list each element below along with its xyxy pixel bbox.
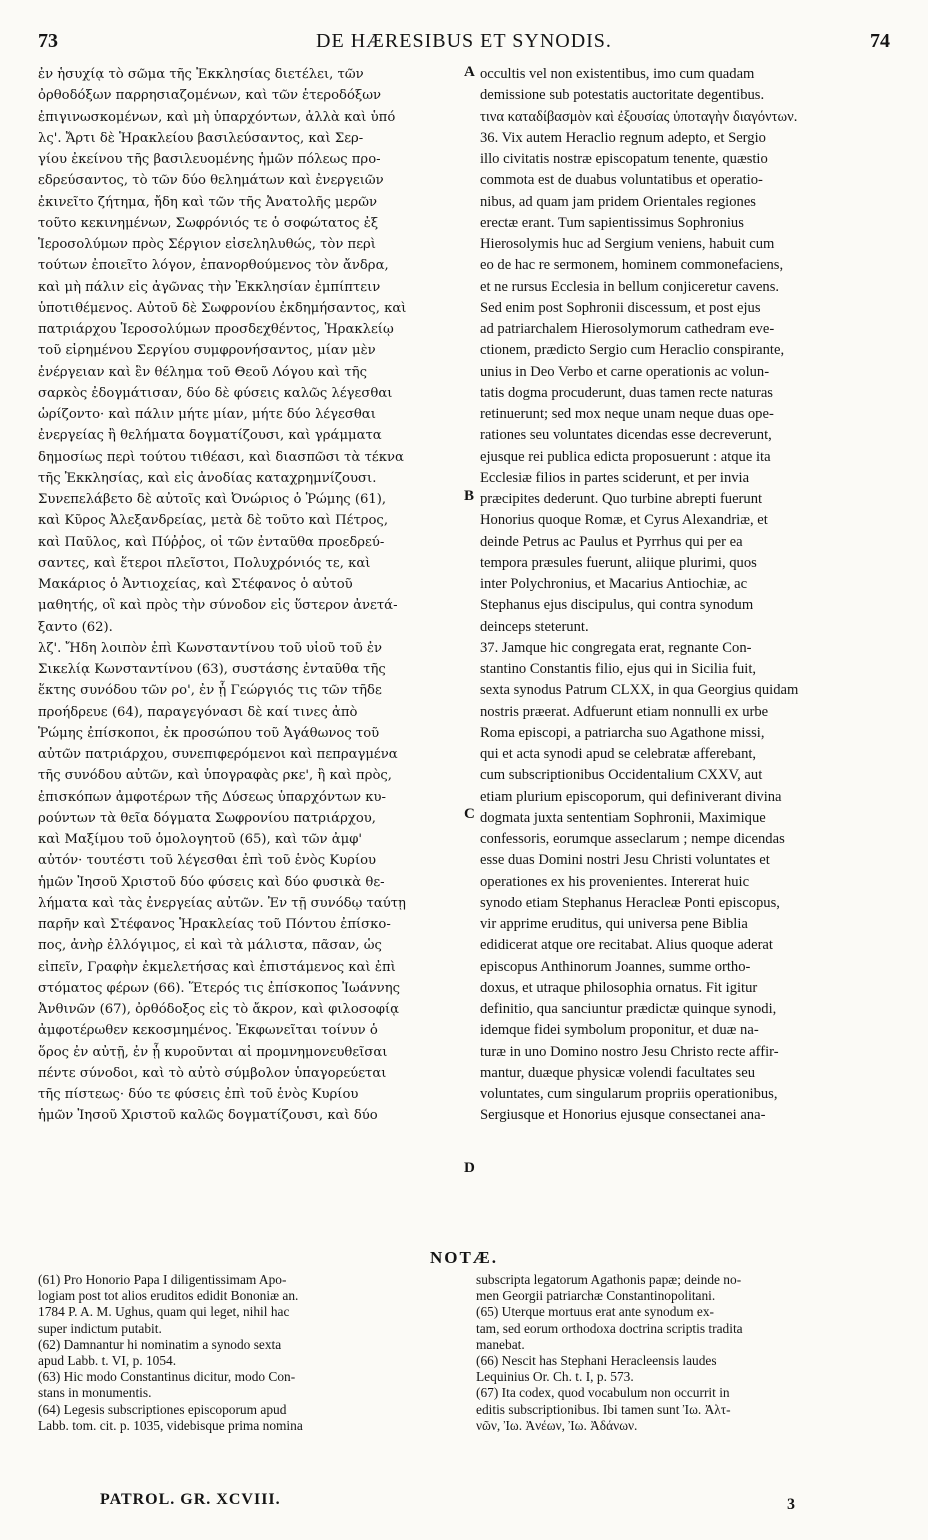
latin-text-line: unius in Deo Verbo et carne operationis ac volun- (480, 363, 770, 380)
footnote-line: (63) Hic modo Constantinus dicitur, modo Con- (38, 1369, 296, 1385)
margin-letter-a: A (464, 64, 475, 80)
latin-text-line: Hierosolymis huc ad Sergium veniens, habuit cum (480, 236, 775, 252)
greek-text-line: εἰπεῖν, Γραφὴν ἐκμελετήσας καὶ ἐπιστάμενος καὶ ἐπὶ (38, 959, 396, 975)
latin-text-line: tempora præsules fuerunt, aliique plurimi, quos (480, 554, 757, 571)
greek-text-line: Ἱεροσολύμων πρὸς Σέργιον εἰσεληλυθώς, τὸν περὶ (38, 237, 376, 252)
latin-text-line: Sed enim post Sophronii discessum, et post ejus (480, 299, 761, 316)
footnote-line: manebat. (476, 1336, 525, 1352)
running-header (38, 30, 890, 56)
greek-text-line: τούτων ἐποιεῖτο λόγον, ἐπανορθούμενος τὸν ἄνδρα, (38, 258, 389, 274)
greek-text-line: ἐνέργειαν καὶ ἓν θέλημα τοῦ Θεοῦ Λόγου καὶ τῆς (38, 364, 367, 380)
notes-left-column (38, 1272, 456, 1434)
footnote-line: (62) Damnantur hi nominatim a synodo sexta (38, 1336, 282, 1352)
latin-text-line: deinceps steterunt. (480, 618, 589, 635)
latin-text-line: Stephanus ejus discipulus, qui contra synodum (480, 597, 754, 614)
greek-text-line: Συνεπελάβετο δὲ αὐτοῖς καὶ Ὀνώριος ὁ Ῥώμης (61), (38, 492, 387, 507)
footnote-line: apud Labb. t. VI, p. 1054. (38, 1352, 177, 1368)
greek-text-line: εδρεύσαντος, τὸ τῶν δύο θελημάτων καὶ ἐνεργειῶν (38, 173, 384, 189)
latin-column (480, 64, 892, 1127)
greek-text-line: ἐκινεῖτο ζήτημα, ἤδη καὶ τῶν τῆς Ἀνατολῆς μερῶν (38, 194, 377, 210)
latin-text-line: ctionem, prædicto Sergio cum Heraclio conspirante, (480, 342, 785, 359)
footnote-line: (65) Uterque mortuus erat ante synodum ex- (476, 1304, 714, 1320)
latin-text-line: Sergiusque et Honorius ejusque consectanei ana- (480, 1107, 766, 1124)
latin-text-line: sexta synodus Patrum CLXX, in qua Georgius quidam (480, 682, 799, 699)
latin-text-line: deinde Petrus ac Paulus et Pyrrhus qui per ea (480, 533, 743, 550)
latin-text-line: nibus, ad quam jam pridem Orientales regiones (480, 193, 756, 210)
latin-text-line: mantur, duæque physicæ volendi facultates seu (480, 1064, 756, 1081)
greek-text-line: ἕκτης συνόδου τῶν ρο', ἐν ᾗ Γεώργιός τις τῶν τῆδε (38, 683, 382, 699)
greek-text-line: ὑποτιθέμενος. Αὐτοῦ δὲ Σωφρονίου ἐκδημήσαντος, καὶ (38, 300, 407, 316)
footer-sheet-number: 3 (787, 1496, 795, 1513)
greek-text-line: προήδρευε (64), παραγεγόνασι δὲ καί τινες ἀπὸ (38, 704, 358, 720)
greek-text-line: τοῦ εἰρημένου Σεργίου συμφρονήσαντος, μίαν μὲν (38, 343, 376, 359)
greek-text-line: καὶ μὴ πάλιν εἰς ἀγῶνας τὴν Ἐκκλησίαν ἐμπίπτειν (38, 279, 381, 295)
latin-text-line: confessoris, eorumque asseclarum ; nempe dicendas (480, 831, 785, 847)
latin-text-line: retinuerunt; sed mox neque unam neque duas ope- (480, 406, 774, 422)
footnote-line: Lequinius Or. Ch. t. I, p. 573. (476, 1369, 634, 1385)
latin-text-line: demissione sub potestatis auctoritate degentibus. (480, 87, 765, 104)
greek-text-line: ξαντο (62). (38, 619, 113, 635)
greek-text-line: μαθητής, οἳ καὶ πρὸς τὴν σύνοδον εἰς ὕστερον ἀνετά- (38, 598, 398, 614)
greek-text-line: καὶ Μαξίμου τοῦ ὁμολογητοῦ (65), καὶ τῶν ἀμφ' (38, 832, 363, 847)
margin-letter-c: C (464, 806, 475, 822)
page-number-right: 74 (870, 30, 890, 52)
latin-text-line: ad patriarchalem Hierosolymorum cathedram eve- (480, 321, 775, 337)
latin-text-line: eo de hac re sermonem, hominem commonefaciens, (480, 257, 784, 274)
greek-text-line: καὶ Παῦλος, καὶ Πύῤῥος, οἱ τῶν ἐνταῦθα προεδρεύ- (38, 534, 385, 550)
latin-text-line: vir apprime eruditus, qui universa pene Biblia (480, 916, 748, 932)
greek-text-line: πος, ἀνὴρ ἐλλόγιμος, εἰ καὶ τὰ μάλιστα, πᾶσαν, ὡς (38, 938, 382, 954)
page-number-left: 73 (38, 30, 58, 52)
latin-text-line: Roma episcopi, a patriarcha suo Agathone missi, (480, 724, 765, 741)
latin-text-line: occultis vel non existentibus, imo cum quadam (480, 66, 755, 82)
footnote-line: Labb. tom. cit. p. 1035, videbisque prima nomina (38, 1417, 303, 1433)
footnote-line: (64) Legesis subscriptiones episcoporum apud (38, 1401, 287, 1417)
latin-text-line: Ecclesiæ filios in partes sciderunt, et per invia (480, 469, 750, 486)
greek-text-line: παρῆν καὶ Στέφανος Ἡρακλείας τοῦ Πόντου ἐπίσκο- (38, 917, 391, 932)
footnote-line: editis subscriptionibus. Ibi tamen sunt Ἰω. Ἀλτ- (476, 1401, 731, 1417)
notes-heading: NOTÆ. (429, 1248, 499, 1267)
latin-text-line: ejusque rei publica edicta proposuerunt : atque ita (480, 448, 771, 465)
margin-letter-d: D (464, 1160, 475, 1176)
greek-text-line: ἡμῶν Ἰησοῦ Χριστοῦ καλῶς δογματίζουσι, καὶ δύο (38, 1108, 378, 1124)
greek-text-line: γίου ἐκείνου τῆς βασιλευομένης ἡμῶν πόλεως προ- (38, 152, 381, 167)
latin-text-line: cum subscriptionibus Occidentalium CXXV, aut (480, 767, 763, 784)
latin-text-line: definitio, qua sanciuntur prædictæ quinque synodi, (480, 1001, 777, 1017)
greek-text-line: Ῥώμης ἐπίσκοποι, ἐκ προσώπου τοῦ Ἀγάθωνος τοῦ (38, 725, 380, 741)
greek-text-line: Μακάριος ὁ Ἀντιοχείας, καὶ Στέφανος ὁ αὐτοῦ (38, 577, 353, 592)
greek-text-line: αὐτόν· τουτέστι τοῦ λέγεσθαι ἐπὶ τοῦ ἑνὸς Κυρίου (38, 853, 377, 869)
greek-text-line: σαρκὸς ἐδογμάτισαν, δύο δὲ φύσεις καλῶς λέγεσθαι (38, 385, 393, 401)
greek-text-line: Σικελίᾳ Κωνσταντίνου (63), συστάσης ἐνταῦθα τῆς (38, 662, 386, 677)
latin-text-line: turæ in uno Domino nostro Jesu Christo recte affir- (480, 1043, 779, 1060)
greek-text-line: τῆς πίστεως· δύο τε φύσεις ἐπὶ τοῦ ἑνὸς Κυρίου (38, 1087, 359, 1102)
footnote-line: super indictum putabit. (38, 1320, 162, 1336)
latin-text-line: idemque fidei symbolum proponitur, et duæ na- (480, 1022, 759, 1039)
footnote-line: 1784 P. A. M. Ughus, quam qui leget, nihil hac (38, 1304, 290, 1320)
footnote-line: (61) Pro Honorio Papa I diligentissimam Apo- (38, 1272, 287, 1287)
footnote-line: (66) Nescit has Stephani Heracleensis laudes (476, 1352, 717, 1368)
latin-text-line: voluntates, cum singularum propriis operationibus, (480, 1086, 778, 1102)
greek-text-line: ἐν ἡσυχίᾳ τὸ σῶμα τῆς Ἐκκλησίας διετέλει, τῶν (38, 67, 364, 82)
greek-text-line: δημοσίως περὶ τούτου τιθέασι, καὶ διασπῶσι τὰ τέκνα (38, 449, 404, 465)
greek-text-line: στόματος φέρων (66). Ἕτερός τις ἐπίσκοπος Ἰωάννης (38, 980, 400, 996)
margin-letter-b: B (464, 488, 475, 504)
greek-text-line: τῆς συνόδου αὐτῶν, καὶ ὑπογραφὰς ρκε', ἢ καὶ πρὸς, (38, 768, 392, 784)
greek-text-line: πέντε σύνοδοι, καὶ τὸ αὐτὸ σύμβολον ὑπαγορεύεται (38, 1065, 387, 1081)
latin-text-line: qui et acta synodi apud se celebratæ afferebant, (480, 746, 757, 762)
greek-text-line: ὀρθοδόξων παρρησιαζομένων, καὶ τῶν ἑτεροδόξων (38, 88, 381, 104)
footnote-line: stans in monumentis. (38, 1385, 152, 1401)
greek-text-line: ἐπιγινωσκομένων, καὶ μὴ ὑπαρχόντων, ἀλλὰ καὶ ὑπό (38, 109, 396, 125)
greek-text-line: Ἀνθινῶν (67), ὀρθόδοξος εἰς τὸ ἄκρον, καὶ φιλοσοφίᾳ (38, 1002, 400, 1017)
latin-text-line: dogmata juxta sententiam Sophronii, Maximique (480, 809, 766, 826)
latin-text-line: tatis dogma procuderunt, duas tamen recte naturas (480, 384, 773, 401)
latin-text-line: episcopus Anthinorum Joannes, summe ortho- (480, 958, 751, 975)
greek-column (38, 64, 460, 1127)
latin-text-line: nostris præerat. Adfuerunt etiam nonnulli ex urbe (480, 703, 769, 720)
latin-text-line: præcipites dederunt. Quo turbine abrepti fuerunt (480, 491, 763, 507)
latin-text-line: τινα καταδίβασμὸν καὶ ἐξουσίας ὑποταγὴν διαγόντων. (480, 108, 798, 125)
latin-text-line: edidicerat atque ore recitabat. Alius quoque aderat (480, 937, 773, 954)
latin-text-line: doxus, et utraque philosophia ornatus. Fit igitur (480, 979, 758, 996)
latin-text-line: etiam plurium episcoporum, qui definiverant divina (480, 788, 782, 805)
latin-text-line: stantino Constantis filio, ejus qui in Sicilia fuit, (480, 661, 757, 677)
greek-text-line: λς'. Ἄρτι δὲ Ἡρακλείου βασιλεύσαντος, καὶ Σερ- (38, 130, 364, 146)
greek-text-line: λζ'. Ἤδη λοιπὸν ἐπὶ Κωνσταντίνου τοῦ υἱοῦ τοῦ ἐν (38, 640, 383, 656)
greek-text-line: λήματα καὶ τὰς ἐνεργείας αὐτῶν. Ἐν τῇ συνόδῳ ταύτῃ (38, 895, 406, 911)
greek-text-line: ἀμφοτέρωθεν κεκοσμημένος. Ἐκφωνεῖται τοίνυν ὁ (38, 1023, 378, 1039)
latin-text-line: inter Polychronius, et Macarius Antiochiæ, ac (480, 576, 748, 592)
greek-text-line: ἐπισκόπων ἀμφοτέρων τῆς Δύσεως ὑπαρχόντων κυ- (38, 789, 386, 805)
latin-text-line: erectæ erant. Tum sapientissimus Sophronius (480, 214, 744, 231)
greek-text-line: ρούντων τὰ θεῖα δόγματα Σωφρονίου πατριάρχου, (38, 810, 376, 826)
latin-text-line: Honorius quoque Romæ, et Cyrus Alexandriæ, et (480, 512, 768, 529)
footnote-line: subscripta legatorum Agathonis papæ; deinde no- (476, 1272, 742, 1287)
latin-text-line: commota est de duabus voluntatibus et operatio- (480, 172, 763, 189)
latin-text-line: 36. Vix autem Heraclio regnum adepto, et Sergio (480, 129, 766, 146)
footnote-line: logiam post tot alios eruditos edidit Bononiæ an. (38, 1288, 299, 1304)
latin-text-line: et ne rursus Ecclesia in bellum conjiceretur cavens. (480, 278, 780, 295)
latin-text-line: synodo etiam Stephanus Heracleæ Ponti episcopus, (480, 894, 780, 911)
latin-text-line: illo civitatis nostræ episcopatum tenente, quæstio (480, 151, 768, 167)
greek-text-line: ἡμῶν Ἰησοῦ Χριστοῦ δύο φύσεις καὶ δύο φυσικὰ θε- (38, 874, 385, 890)
greek-text-line: καὶ Κῦρος Ἀλεξανδρείας, μετὰ δὲ τοῦτο καὶ Πέτρος, (38, 513, 389, 529)
footnote-line: (67) Ita codex, quod vocabulum non occurrit in (476, 1385, 730, 1401)
greek-text-line: αὐτῶν πατριάρχου, συνεπιφερόμενοι καὶ πεπραγμένα (38, 747, 398, 762)
latin-text-line: 37. Jamque hic congregata erat, regnante Con- (480, 639, 752, 656)
latin-text-line: operationes ex his provenientes. Intererat huic (480, 873, 750, 890)
greek-text-line: τοῦτο κεκινημένων, Σωφρόνιός τε ὁ σοφώτατος ἐξ (38, 215, 379, 231)
footnote-line: men Georgii patriarchæ Constantinopolitani. (476, 1288, 716, 1304)
notes-right-column (476, 1272, 892, 1434)
footnote-line: νῶν, Ἰω. Ἀνέων, Ἰω. Ἀδάνων. (476, 1417, 638, 1433)
greek-text-line: ἐνεργείας ἢ θελήματα δογματίζουσι, καὶ γράμματα (38, 428, 382, 444)
greek-text-line: σαντες, καὶ ἕτεροι πλεῖστοι, Πολυχρόνιός τε, καὶ (38, 555, 371, 571)
greek-text-line: ὅρος ἐν αὐτῇ, ἐν ᾗ κυροῦνται αἱ προμνημονευθεῖσαι (38, 1044, 388, 1060)
latin-text-line: esse duas Domini nostri Jesu Christi voluntates et (480, 852, 770, 869)
footnote-line: tam, sed eorum orthodoxa doctrina scriptis tradita (476, 1320, 743, 1336)
footer-signature: PATROL. GR. XCVIII. (100, 1491, 281, 1508)
greek-text-line: ὡρίζοντο· καὶ πάλιν μήτε μίαν, μήτε δύο λέγεσθαι (38, 407, 376, 422)
latin-text-line: rationes seu voluntates dicendas esse decreverunt, (480, 427, 772, 444)
greek-text-line: τῆς Ἐκκλησίας, καὶ εἰς ἀνοδίας καταχρημνίζουσι. (38, 470, 377, 486)
greek-text-line: πατριάρχου Ἱεροσολύμων προσδεχθέντος, Ἡρακλείῳ (38, 322, 394, 337)
running-title: DE HÆRESIBUS ET SYNODIS. (316, 30, 612, 52)
